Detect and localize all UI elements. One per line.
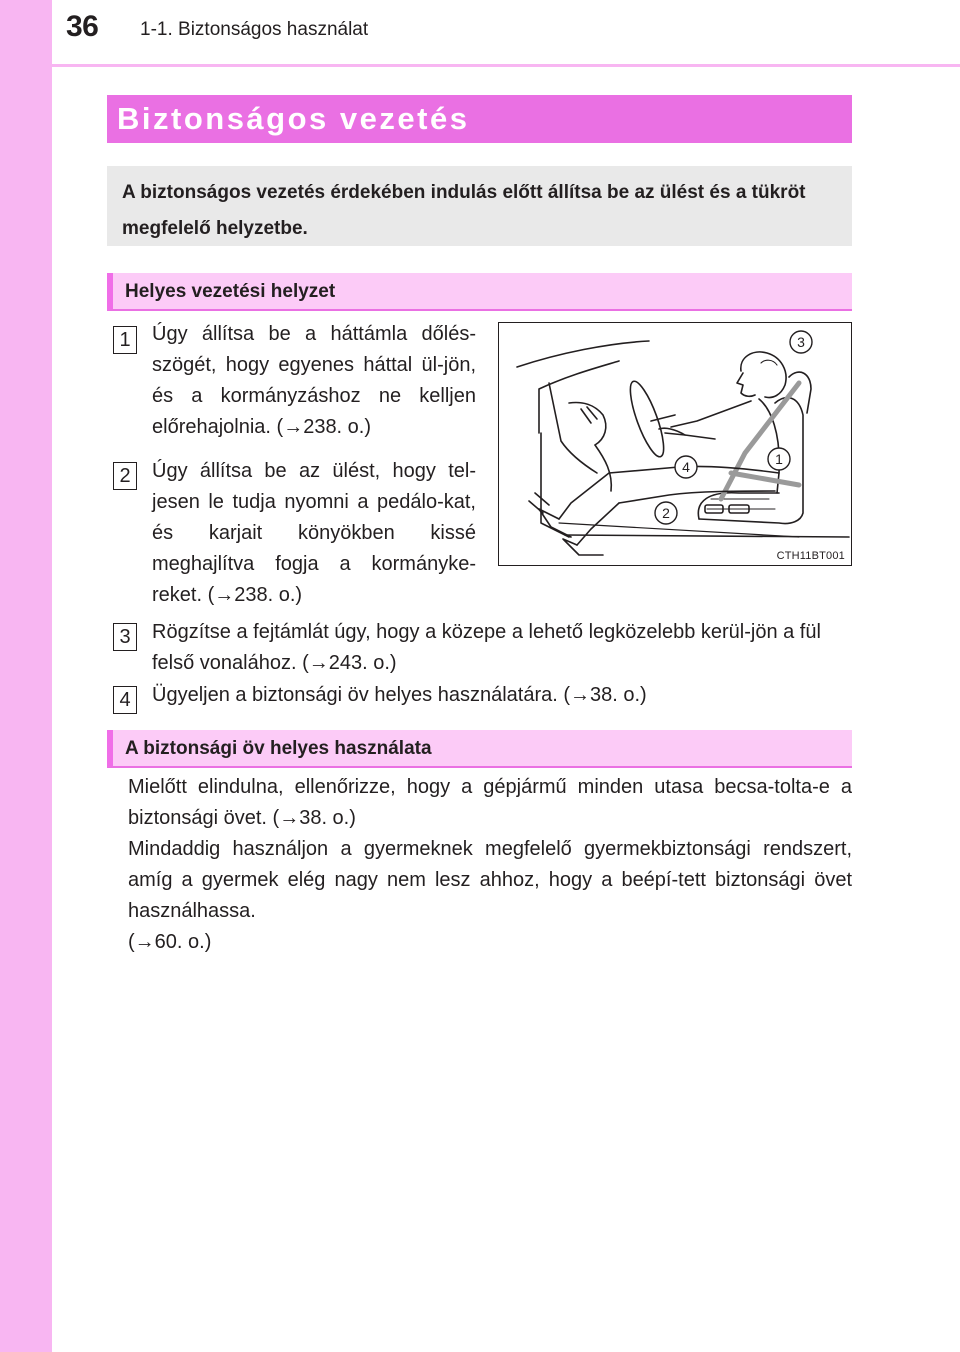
- driver-illustration: [499, 323, 851, 565]
- page-number: 36: [66, 10, 99, 43]
- intro-box: A biztonságos vezetés érdekében indulás előtt állítsa be az ülést és a tükröt megfelelő helyzetbe.: [107, 166, 852, 246]
- child-restraint-paragraph: Mindaddig használjon a gyermeknek megfelelő gyermekbiztonsági rendszert, amíg a gyermek elég nagy nem lesz ahhoz, hogy a beépí-tett biztonsági övet használhassa.: [128, 838, 852, 922]
- page-title-bar: [107, 95, 852, 143]
- item-number-badge: 2: [113, 462, 137, 490]
- callout-label: 4: [682, 459, 690, 475]
- figure-code: CTH11BT001: [776, 550, 845, 562]
- child-restraint-reference: (→60. o.): [128, 931, 212, 953]
- section-breadcrumb: 1-1. Biztonságos használat: [140, 19, 369, 40]
- page-title: Biztonságos vezetés: [117, 101, 470, 136]
- item-number-badge: 3: [113, 623, 137, 651]
- item-number-badge: 4: [113, 686, 137, 714]
- side-color-band: [0, 0, 52, 1352]
- list-item-text: Ügyeljen a biztonsági öv helyes használatára. (→38. o.): [152, 684, 647, 706]
- header-divider: [52, 64, 960, 67]
- subheading-driving-position: Helyes vezetési helyzet: [107, 273, 852, 311]
- list-item-text: Rögzítse a fejtámlát úgy, hogy a közepe a lehető legközelebb kerül-jön a fül felső vonalához. (→243. o.): [152, 621, 821, 674]
- callout-label: 1: [775, 451, 783, 467]
- callout-label: 3: [797, 334, 805, 350]
- list-item-text: Úgy állítsa be a háttámla dőlés-szögét, hogy egyenes háttal ül-jön, és a kormányzáshoz ne kelljen előrehajolnia. (→238. o.): [152, 323, 476, 438]
- item-number-badge: 1: [113, 326, 137, 354]
- seatbelt-paragraph: Mielőtt elindulna, ellenőrizze, hogy a gépjármű minden utasa becsa-tolta-e a biztonsági övet. (→38. o.): [128, 776, 852, 829]
- driving-position-figure: [498, 322, 852, 566]
- callout-label: 2: [662, 505, 670, 521]
- subheading-seatbelt-usage: A biztonsági öv helyes használata: [107, 730, 852, 768]
- list-item-text: Úgy állítsa be az ülést, hogy tel-jesen le tudja nyomni a pedálo-kat, és karjait könyökben kissé meghajlítva fogja a kormányke-reket. (→238. o.): [152, 460, 476, 606]
